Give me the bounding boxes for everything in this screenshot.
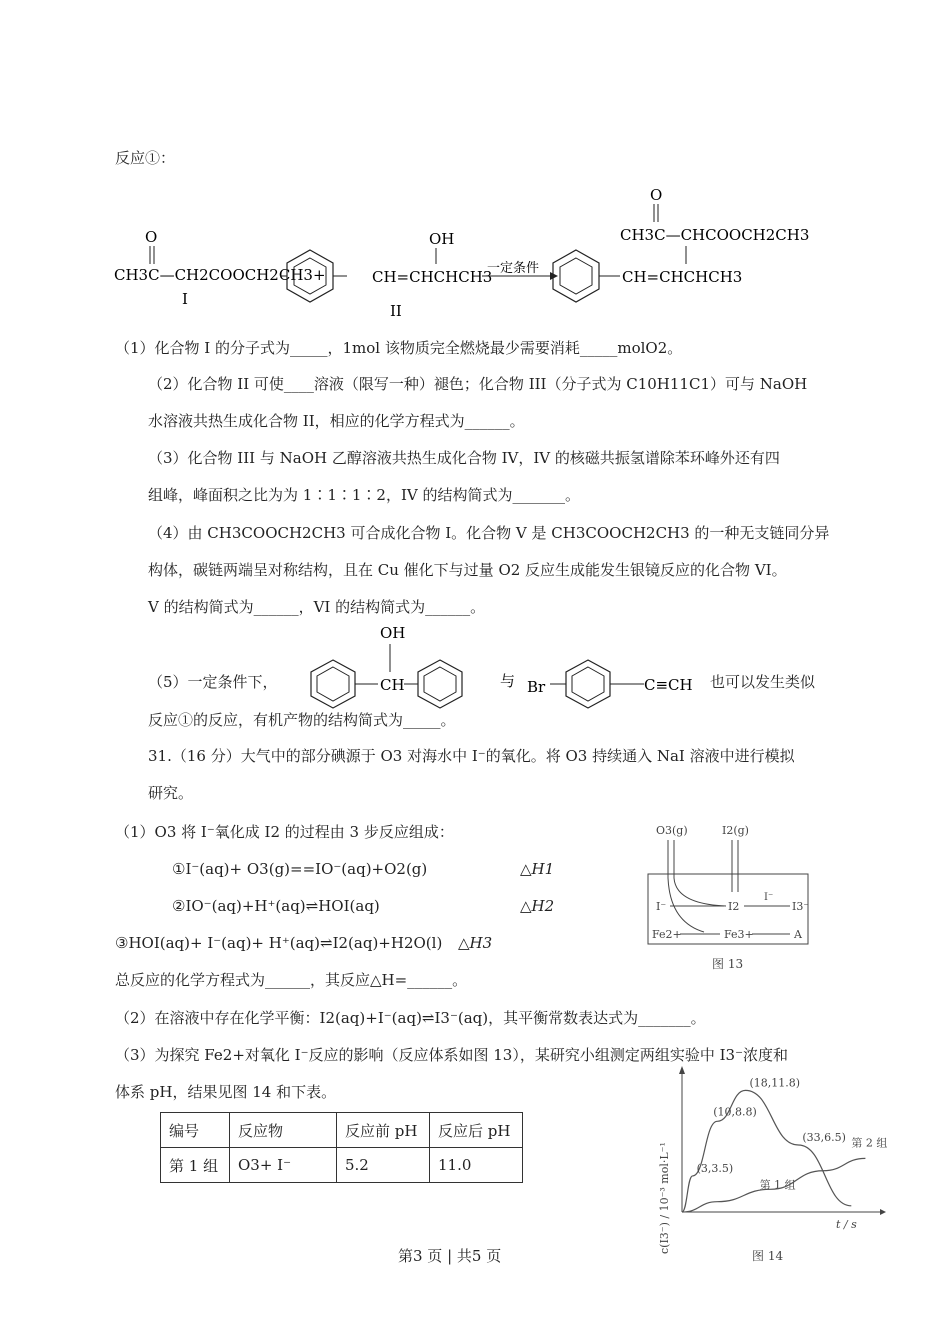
data-label: (10,8.8) (713, 1105, 757, 1119)
benzene-ring-icon (418, 660, 462, 708)
compound-ii-label: II (390, 302, 402, 320)
reaction-condition: 一定条件 (487, 261, 540, 276)
table-cell: 11.0 (430, 1148, 523, 1183)
question-5-line-2: 反应①的反应，有机产物的结构简式为_____。 (148, 711, 456, 729)
reaction-arrow-icon (550, 272, 558, 280)
fig13-fe3: Fe3+ (724, 928, 754, 941)
benzene-ring-icon (566, 660, 610, 708)
figure-14-chart (640, 1064, 900, 1264)
question-3-line-2: 组峰，峰面积之比为为 1∶1∶1∶2，IV 的结构简式为_______。 (148, 486, 580, 504)
chart-caption: 图 14 (752, 1249, 784, 1263)
question-4-line-2: 构体，碳链两端呈对称结构，且在 Cu 催化下与过量 O2 反应生成能发生银镜反应的化合物 VI。 (148, 561, 787, 579)
compound-ii-oh: OH (429, 230, 455, 248)
table-header-cell: 反应后 pH (430, 1113, 523, 1148)
benzene-ring-icon (311, 660, 355, 708)
chart-x-label: t / s (836, 1218, 857, 1231)
question-1: （1）化合物 I 的分子式为_____，1mol 该物质完全燃烧最少需要消耗_____molO2。 (115, 339, 683, 357)
data-label: (3,3.5) (696, 1161, 734, 1175)
question-4-line-3: V 的结构简式为______，VI 的结构简式为______。 (148, 598, 486, 616)
step-3: ③HOI(aq)+ I⁻(aq)+ H⁺(aq)⇌I2(aq)+H2O(l) (115, 934, 443, 952)
reaction-scheme (110, 180, 810, 320)
step-2: ②IO⁻(aq)+H⁺(aq)⇌HOI(aq) (172, 897, 380, 915)
table-cell: 5.2 (337, 1148, 430, 1183)
product-chain: CH=CHCHCH3 (622, 268, 743, 286)
fig13-i2: I2 (728, 900, 740, 913)
table-row (161, 1148, 523, 1183)
question-5-prefix: （5）一定条件下， (148, 673, 278, 691)
fig13-i3: I3⁻ (792, 900, 810, 913)
question-4-line-1: （4）由 CH3COOCH2CH3 可合成化合物 I。化合物 V 是 CH3COOCH2CH3 的一种无支链同分异 (148, 524, 830, 542)
q5-oh: OH (380, 624, 406, 642)
table-header-cell: 编号 (161, 1113, 230, 1148)
compound-i-formula: CH3C—CH2COOCH2CH3+ (114, 266, 326, 284)
question-3-line-1: （3）化合物 III 与 NaOH 乙醇溶液共热生成化合物 IV，IV 的核磁共振氢谱除苯环峰外还有四 (148, 449, 780, 467)
table-cell: 第 1 组 (161, 1148, 230, 1183)
product-carbonyl-o: O (650, 186, 663, 204)
table-cell: O3+ I⁻ (230, 1148, 337, 1183)
question-2-line-2: 水溶液共热生成化合物 II，相应的化学方程式为______。 (148, 412, 525, 430)
part-3-line-2: 体系 pH，结果见图 14 和下表。 (115, 1083, 337, 1101)
chart-y-label: c(I3⁻) / 10⁻³ mol·L⁻¹ (658, 1142, 671, 1254)
question-31-line-2: 研究。 (148, 784, 194, 802)
data-label: (33,6.5) (802, 1131, 846, 1144)
q5-structures (300, 622, 720, 712)
q5-with: 与 (500, 672, 516, 690)
fig13-caption: 图 13 (712, 957, 744, 971)
page-footer: 第3 页 | 共5 页 (398, 1247, 502, 1265)
table-header-cell: 反应物 (230, 1113, 337, 1148)
results-table (160, 1112, 523, 1183)
x-axis-arrow-icon (880, 1209, 886, 1215)
fig13-over-arrow: I⁻ (764, 892, 774, 903)
compound-i-label: I (182, 290, 188, 308)
question-31-line-1: 31.（16 分）大气中的部分碘源于 O3 对海水中 I⁻的氧化。将 O3 持续通入 NaI 溶液中进行模拟 (148, 747, 795, 765)
compound-ii-chain: CH=CHCHCH3 (372, 268, 493, 286)
benzene-ring-icon (553, 250, 599, 302)
fig13-fe2: Fe2+ (652, 928, 682, 941)
series-label: 第 2 组 (851, 1136, 888, 1150)
fig13-i-minus: I⁻ (656, 900, 667, 913)
part-2: （2）在溶液中存在化学平衡：I2(aq)+I⁻(aq)⇌I3⁻(aq)，其平衡常数表达式为_______。 (115, 1009, 706, 1027)
delta-h2: △H2 (520, 897, 555, 915)
question-5-suffix: 也可以发生类似 (710, 673, 816, 691)
delta-h3: △H3 (458, 934, 493, 952)
compound-i-carbonyl-o: O (145, 228, 158, 246)
y-axis-arrow-icon (679, 1066, 685, 1074)
product-branch: CH3C—CHCOOCH2CH3 (620, 226, 810, 244)
delta-h1: △H1 (520, 860, 555, 878)
fig13-a: A (794, 928, 802, 941)
reaction-label: 反应①： (115, 149, 176, 167)
series-line-1 (682, 1090, 851, 1212)
figure-13 (640, 818, 820, 978)
series-label: 第 1 组 (759, 1178, 796, 1192)
q5-alkyne: C≡CH (644, 676, 693, 694)
step-1: ①I⁻(aq)+ O3(g)==IO⁻(aq)+O2(g) (172, 860, 428, 878)
q5-br: Br (527, 678, 546, 696)
total-reaction: 总反应的化学方程式为______，其反应△H=______。 (115, 971, 468, 989)
data-label: (18,11.8) (749, 1076, 801, 1090)
table-header-cell: 反应前 pH (337, 1113, 430, 1148)
fig13-i2g: I2(g) (722, 824, 749, 837)
fig13-o3: O3(g) (656, 824, 688, 837)
question-2-line-1: （2）化合物 II 可使____溶液（限写一种）褪色；化合物 III（分子式为 C10H11C1）可与 NaOH (148, 375, 808, 393)
table-header-row (161, 1113, 523, 1148)
q5-ch: CH (380, 676, 405, 694)
part-1-intro: （1）O3 将 I⁻氧化成 I2 的过程由 3 步反应组成： (115, 823, 454, 841)
part-3-line-1: （3）为探究 Fe2+对氧化 I⁻反应的影响（反应体系如图 13），某研究小组测定两组实验中 I3⁻浓度和 (115, 1046, 789, 1064)
